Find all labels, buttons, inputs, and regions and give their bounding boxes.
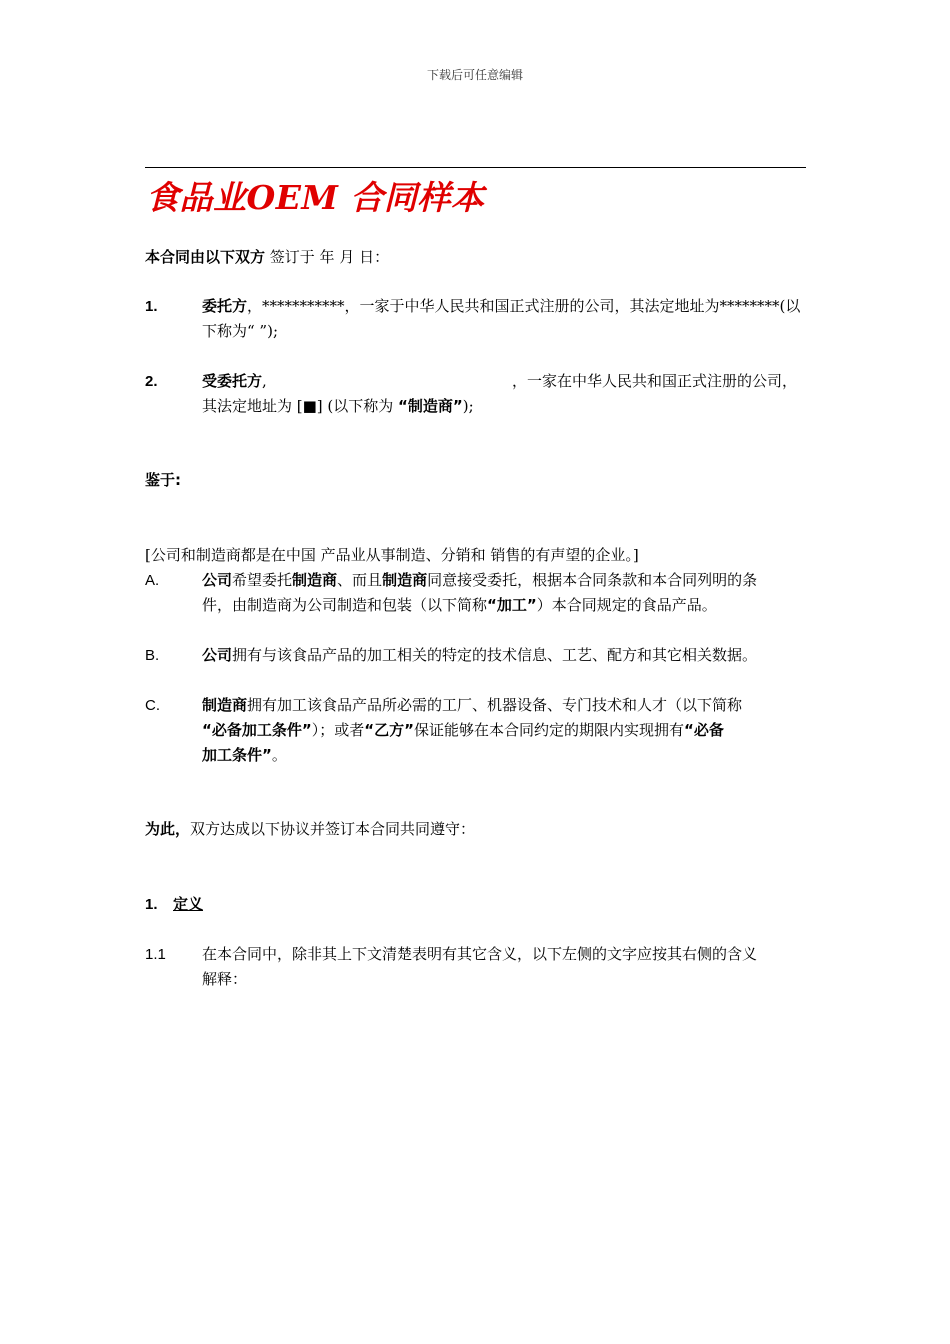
text-segment: 、而且 xyxy=(337,571,383,589)
party1-label: 委托方 xyxy=(202,297,248,315)
whereas-label: 鉴于: xyxy=(145,471,181,489)
bracket-note: [公司和制造商都是在中国 产品业从事制造、分销和 销售的有声望的企业。] xyxy=(145,546,639,564)
text-segment: 。 xyxy=(271,746,287,764)
text-segment: 同意接受委托，根据本合同条款和本合同列明的条 xyxy=(427,571,758,589)
clause-1-1-line1: 在本合同中，除非其上下文清楚表明有其它含义，以下左侧的文字应按其右侧的含义 xyxy=(202,945,758,963)
therefore-rest: 双方达成以下协议并签订本合同共同遵守： xyxy=(190,820,476,838)
intro-bold: 本合同由以下双方 xyxy=(145,248,266,266)
text-segment: 制造商 xyxy=(202,696,248,714)
clause-a-number: A. xyxy=(145,572,160,589)
intro-line xyxy=(145,245,389,270)
clause-b-line1 xyxy=(202,643,757,668)
party2-line2-b: ); xyxy=(462,397,474,415)
intro-rest: 签订于 年 月 日： xyxy=(265,248,390,266)
text-segment: 公司 xyxy=(202,646,233,664)
party2-comma: , xyxy=(262,372,267,390)
section1-title: 定义 xyxy=(173,895,204,913)
text-segment: 公司 xyxy=(202,571,233,589)
text-segment: “必备 xyxy=(683,721,724,739)
text-segment: “加工” xyxy=(487,596,537,614)
title-rule xyxy=(145,167,806,168)
clause-c-line2 xyxy=(202,718,724,743)
text-segment: ）本合同规定的食品产品。 xyxy=(536,596,717,614)
text-segment: 保证能够在本合同约定的期限内实现拥有 xyxy=(413,721,684,739)
text-segment: 希望委托 xyxy=(232,571,293,589)
text-segment: 制造商 xyxy=(292,571,338,589)
text-segment: 加工条件” xyxy=(202,746,272,764)
text-segment: 拥有与该食品产品的加工相关的特定的技术信息、工艺、配方和其它相关数据。 xyxy=(232,646,758,664)
text-segment: 件，由制造商为公司制造和包装（以下简称 xyxy=(202,596,488,614)
clause-1-1-line2: 解释： xyxy=(202,970,248,988)
party2-manufacturer: “制造商” xyxy=(398,397,463,415)
clause-c-line1 xyxy=(202,693,742,718)
clause-1-1-number: 1.1 xyxy=(145,946,166,963)
party1-line2: 下称为“ ”); xyxy=(202,322,279,340)
text-segment: 制造商 xyxy=(382,571,428,589)
party1-line1 xyxy=(202,294,800,319)
party2-line2-a: 其法定地址为 [■] (以下称为 xyxy=(202,397,399,415)
text-segment: ）；或者 xyxy=(311,721,365,739)
party1-number: 1. xyxy=(145,298,158,315)
section1-number: 1. xyxy=(145,896,158,913)
party2-label-line xyxy=(202,369,267,394)
therefore-line xyxy=(145,817,475,842)
party1-line1-rest: ，***********，一家于中华人民共和国正式注册的公司，其法定地址为********(以 xyxy=(247,297,801,315)
clause-c-line3 xyxy=(202,743,287,768)
party2-line1-rest: ，一家在中华人民共和国正式注册的公司， xyxy=(512,372,798,390)
clause-a-line1 xyxy=(202,568,757,593)
party2-line2 xyxy=(202,394,474,419)
text-segment: “乙方” xyxy=(364,721,414,739)
therefore-bold: 为此， xyxy=(145,820,191,838)
clause-c-number: C. xyxy=(145,697,160,714)
header-note: 下载后可任意编辑 xyxy=(426,68,523,82)
text-segment: “必备加工条件” xyxy=(202,721,312,739)
document-title: 食品业OEM 合同样本 xyxy=(146,178,485,217)
party2-number: 2. xyxy=(145,373,158,390)
clause-b-number: B. xyxy=(145,647,160,664)
text-segment: 拥有加工该食品产品所必需的工厂、机器设备、专门技术和人才（以下简称 xyxy=(247,696,743,714)
clause-a-line2 xyxy=(202,593,717,618)
party2-label: 受委托方 xyxy=(202,372,263,390)
